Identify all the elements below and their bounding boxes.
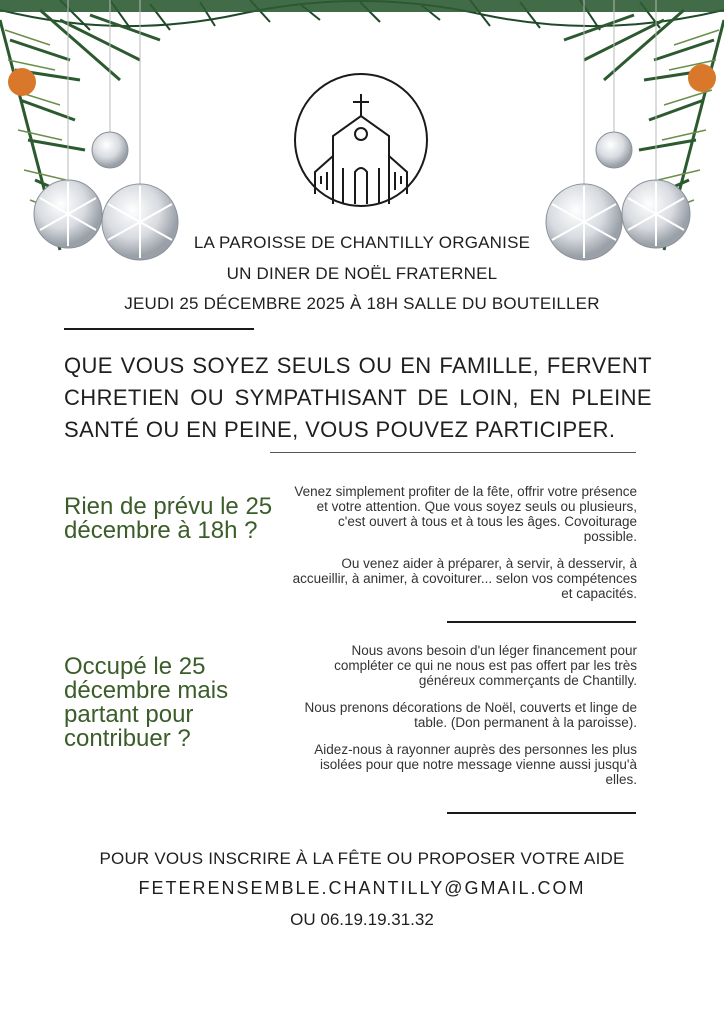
footer-call-to-action: POUR VOUS INSCRIRE À LA FÊTE OU PROPOSER VOTRE AIDE (99, 849, 625, 868)
section2-paragraph: Aidez-nous à rayonner auprès des personnes les plus isolées pour que notre message vienne aussi jusqu'à elles. (314, 742, 637, 787)
intro-statement: QUE VOUS SOYEZ SEULS OU EN FAMILLE, FERVENT CHRETIEN OU SYMPATHISANT DE LOIN, EN PLEINE SANTÉ OU EN PEINE, VOUS POUVEZ PARTICIPER. (64, 353, 652, 442)
contact-email-link[interactable]: FETERENSEMBLE.CHANTILLY@GMAIL.COM (138, 878, 586, 898)
section1-paragraph: Ou venez aider à préparer, à servir, à desservir, à accueillir, à animer, à covoiturer... selon vos compétences et capacités. (292, 556, 637, 601)
section2-question: Occupé le 25 décembre mais partant pour contribuer ? (64, 653, 229, 752)
section1-paragraph: Venez simplement profiter de la fête, offrir votre présence et votre attention. Que vous soyez seuls ou plusieurs, c'est ouvert à tous et à tous les âges. Covoiturage possible. (294, 484, 637, 544)
divider (270, 452, 636, 453)
divider (64, 328, 254, 330)
header-date-location: JEUDI 25 DÉCEMBRE 2025 À 18H SALLE DU BOUTEILLER (124, 294, 600, 313)
header-organizer: LA PAROISSE DE CHANTILLY ORGANISE (193, 233, 531, 252)
section1-question: Rien de prévu le 25 décembre à 18h ? (64, 493, 273, 544)
church-logo-icon (293, 72, 429, 208)
contact-phone: OU 06.19.19.31.32 (290, 910, 434, 929)
divider (447, 812, 636, 814)
header-event-title: UN DINER DE NOËL FRATERNEL (226, 264, 498, 283)
divider (447, 621, 636, 623)
section2-paragraph: Nous prenons décorations de Noël, couverts et linge de table. (Don permanent à la paroisse). (304, 700, 637, 730)
section2-paragraph: Nous avons besoin d'un léger financement pour compléter ce qui ne nous est pas offert par les très généreux commerçants de Chantilly. (334, 643, 637, 688)
section2-text (292, 643, 637, 799)
section1-text (292, 484, 637, 613)
